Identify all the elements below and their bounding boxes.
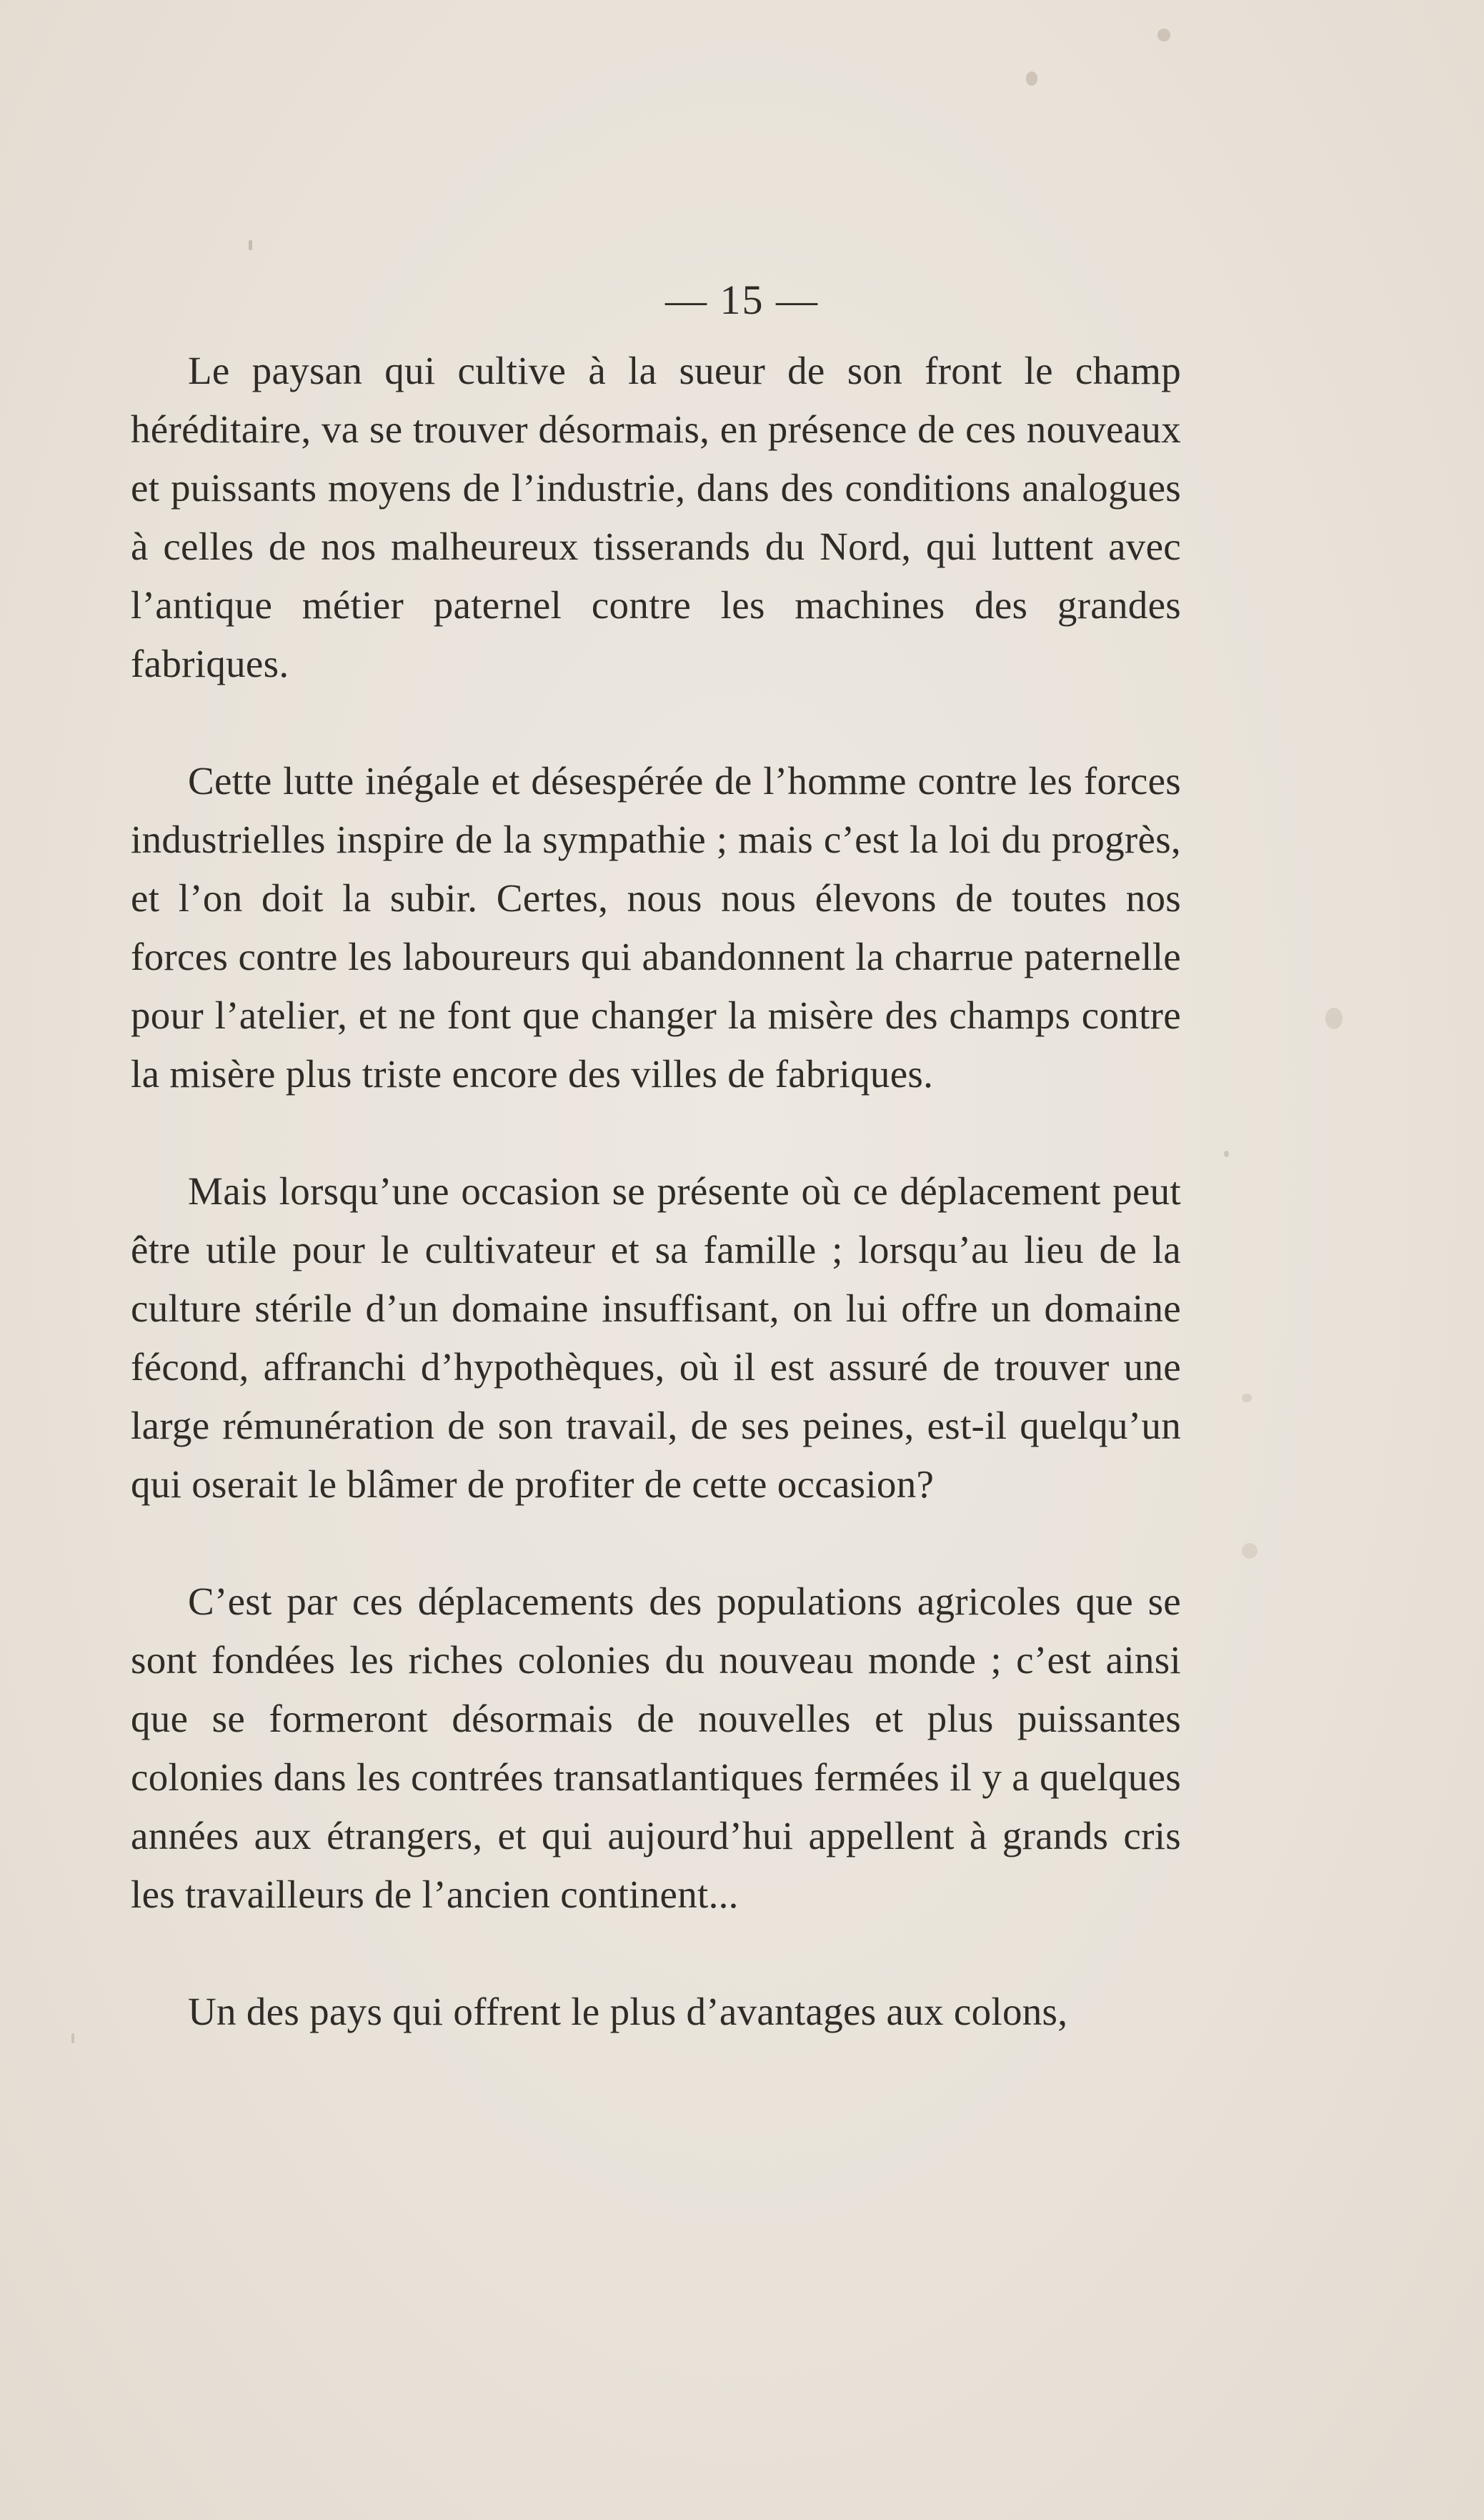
paragraph: Mais lorsqu’une occasion se présente où ce déplacement peut être utile pour le cultivateur et sa famille ; lorsqu’au lieu de la culture stérile d’un domaine insuffisant, on lui offre un domaine fécond, affranchi d’hypothèques, où il est assuré de trouver une large rémunération de son travail, de ses peines, est-il quelqu’un qui oserait le blâmer de profiter de cette occasion?	[131, 1169, 1181, 1506]
paragraph: Le paysan qui cultive à la sueur de son front le champ héréditaire, va se trouver désormais, en présence de ces nouveaux et puissants moyens de l’industrie, dans des conditions analogues à celles de nos malheureux tisserands du Nord, qui luttent avec l’antique métier paternel contre les machines des grandes fabriques.	[131, 349, 1181, 685]
paper-stain	[1242, 1394, 1252, 1402]
paragraph: C’est par ces déplacements des populations agricoles que se sont fondées les riches colonies du nouveau monde ; c’est ainsi que se formeront désormais de nouvelles et plus puissantes colonies dans les contrées transatlantiques fermées il y a quelques années aux étrangers, et qui aujourd’hui appellent à grands cris les travailleurs de l’ancien continent...	[131, 1579, 1181, 1916]
paper-stain	[1157, 29, 1170, 41]
ink-speck	[249, 240, 252, 250]
paragraph: Cette lutte inégale et désespérée de l’homme contre les forces industrielles inspire de la sympathie ; mais c’est la loi du progrès, et l’on doit la subir. Certes, nous nous élevons de toutes nos forces contre les laboureurs qui abandonnent la charrue paternelle pour l’atelier, et ne font que changer la misère des champs contre la misère plus triste encore des villes de fabriques.	[131, 759, 1181, 1096]
paragraph: Un des pays qui offrent le plus d’avantages aux colons,	[188, 1990, 1068, 2033]
page-number: — 15 —	[665, 277, 819, 323]
ink-speck	[71, 2033, 74, 2043]
body-text	[131, 342, 1181, 2041]
paper-stain	[1325, 1008, 1343, 1029]
paper-stain	[1242, 1543, 1258, 1559]
paper-stain	[1026, 71, 1037, 86]
ink-speck	[1224, 1151, 1229, 1157]
